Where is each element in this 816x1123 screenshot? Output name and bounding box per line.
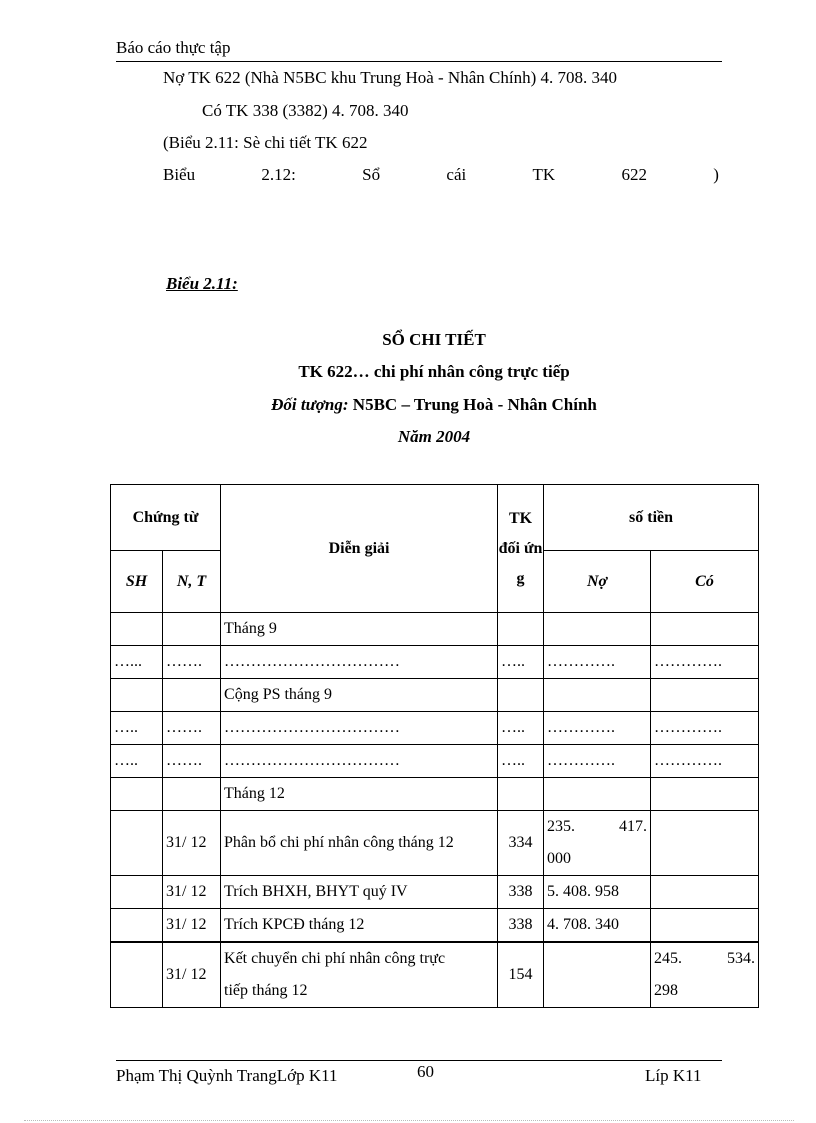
cell-tk: ….. bbox=[498, 646, 544, 679]
cell-no bbox=[544, 679, 651, 712]
cell-sh bbox=[111, 909, 163, 943]
ledger-object bbox=[110, 395, 758, 415]
cell-nt: 31/ 12 bbox=[163, 942, 221, 1008]
header-divider bbox=[116, 61, 722, 62]
amount-tail: 298 bbox=[654, 982, 679, 999]
header-nt: N, T bbox=[163, 551, 221, 613]
cell-no bbox=[544, 942, 651, 1008]
header-co: Có bbox=[651, 551, 759, 613]
table-row bbox=[111, 909, 759, 943]
cell-tk: ….. bbox=[498, 745, 544, 778]
page-number: 60 bbox=[417, 1062, 434, 1081]
cell-sh bbox=[111, 778, 163, 811]
cell-co bbox=[651, 811, 759, 876]
cell-co bbox=[651, 942, 759, 1008]
cell-no: …………. bbox=[544, 745, 651, 778]
entry-line-credit: Có TK 338 (3382) 4. 708. 340 bbox=[202, 101, 409, 120]
ref-word: ) bbox=[713, 165, 719, 184]
desc-line-2: tiếp tháng 12 bbox=[224, 982, 308, 999]
table-row bbox=[111, 679, 759, 712]
cell-co bbox=[651, 613, 759, 646]
header-dien-giai: Diễn giải bbox=[221, 485, 498, 613]
cell-desc: Trích KPCĐ tháng 12 bbox=[221, 909, 498, 943]
table-row bbox=[111, 942, 759, 1008]
ref-word: Biểu bbox=[163, 165, 196, 184]
cell-no bbox=[544, 778, 651, 811]
table-row bbox=[111, 745, 759, 778]
ref-word: 2.12: bbox=[261, 165, 296, 184]
cell-sh: ….. bbox=[111, 712, 163, 745]
cell-sh bbox=[111, 876, 163, 909]
header-tk-doi-ung: TK đối ứn g bbox=[498, 485, 544, 613]
ledger-year: Năm 2004 bbox=[397, 427, 471, 446]
cell-no: 5. 408. 958 bbox=[544, 876, 651, 909]
object-label: Đối tượng: bbox=[271, 395, 349, 414]
cell-sh bbox=[111, 942, 163, 1008]
table-row bbox=[111, 778, 759, 811]
cell-nt bbox=[163, 613, 221, 646]
cell-tk bbox=[498, 613, 544, 646]
cell-desc bbox=[221, 942, 498, 1008]
table-row bbox=[111, 646, 759, 679]
footer-author: Phạm Thị Quỳnh TrangLớp K11 bbox=[116, 1066, 338, 1085]
footer-class: Líp K11 bbox=[645, 1066, 702, 1085]
cell-nt: ……. bbox=[163, 745, 221, 778]
ref-word: 622 bbox=[621, 165, 647, 184]
cell-sh bbox=[111, 613, 163, 646]
cell-sh: ….. bbox=[111, 745, 163, 778]
cell-co: …………. bbox=[651, 745, 759, 778]
cell-nt: ……. bbox=[163, 646, 221, 679]
header-sh: SH bbox=[111, 551, 163, 613]
object-value: N5BC – Trung Hoà - Nhân Chính bbox=[348, 395, 597, 414]
table-row bbox=[111, 712, 759, 745]
amount-part: 417. bbox=[619, 818, 648, 835]
table-row bbox=[111, 613, 759, 646]
desc-line-1: Kết chuyển chi phí nhân công trực bbox=[224, 950, 446, 967]
ledger-table bbox=[110, 484, 759, 1008]
cell-nt bbox=[163, 778, 221, 811]
cell-co bbox=[651, 876, 759, 909]
cell-desc: Tháng 9 bbox=[221, 613, 498, 646]
footer-divider bbox=[116, 1060, 722, 1061]
cell-desc: Trích BHXH, BHYT quý IV bbox=[221, 876, 498, 909]
amount-part: 235. bbox=[547, 818, 576, 835]
ref-word: TK bbox=[532, 165, 556, 184]
cell-tk bbox=[498, 778, 544, 811]
cell-desc: Cộng PS tháng 9 bbox=[221, 679, 498, 712]
table-row bbox=[111, 876, 759, 909]
ledger-subtitle: TK 622… chi phí nhân công trực tiếp bbox=[298, 362, 570, 381]
cell-tk: 334 bbox=[498, 811, 544, 876]
cell-co bbox=[651, 909, 759, 943]
amount-part: 534. bbox=[727, 950, 756, 967]
cell-nt bbox=[163, 679, 221, 712]
amount-tail: 000 bbox=[547, 850, 572, 867]
cell-tk: ….. bbox=[498, 712, 544, 745]
cell-desc: …………………………… bbox=[221, 646, 498, 679]
cell-nt: 31/ 12 bbox=[163, 811, 221, 876]
cell-tk bbox=[498, 679, 544, 712]
entry-line-debit: Nợ TK 622 (Nhà N5BC khu Trung Hoà - Nhân Chính) 4. 708. 340 bbox=[163, 68, 617, 87]
cell-sh: …... bbox=[111, 646, 163, 679]
cell-no bbox=[544, 613, 651, 646]
ref-word: Sổ bbox=[362, 165, 381, 184]
cell-nt: 31/ 12 bbox=[163, 876, 221, 909]
page-header: Báo cáo thực tập bbox=[116, 38, 231, 57]
cell-desc: Tháng 12 bbox=[221, 778, 498, 811]
page-bottom-border bbox=[24, 1120, 794, 1121]
cell-co bbox=[651, 679, 759, 712]
cell-no: …………. bbox=[544, 712, 651, 745]
cell-desc: …………………………… bbox=[221, 712, 498, 745]
cell-sh bbox=[111, 679, 163, 712]
ledger-title: SỔ CHI TIẾT bbox=[382, 330, 486, 349]
table-row bbox=[111, 811, 759, 876]
cell-no: …………. bbox=[544, 646, 651, 679]
cell-co bbox=[651, 778, 759, 811]
cell-tk: 338 bbox=[498, 909, 544, 943]
header-no: Nợ bbox=[544, 551, 651, 613]
cell-tk: 338 bbox=[498, 876, 544, 909]
ref-word: cái bbox=[446, 165, 467, 184]
amount-part: 245. bbox=[654, 950, 683, 967]
cell-nt: ……. bbox=[163, 712, 221, 745]
header-chung-tu: Chứng từ bbox=[111, 485, 221, 551]
cell-no: 4. 708. 340 bbox=[544, 909, 651, 943]
header-so-tien: số tiền bbox=[544, 485, 759, 551]
cell-desc: Phân bổ chi phí nhân công tháng 12 bbox=[221, 811, 498, 876]
reference-line-2-11: (Biểu 2.11: Sè chi tiết TK 622 bbox=[163, 133, 368, 152]
cell-no bbox=[544, 811, 651, 876]
cell-tk: 154 bbox=[498, 942, 544, 1008]
cell-desc: …………………………… bbox=[221, 745, 498, 778]
cell-nt: 31/ 12 bbox=[163, 909, 221, 943]
cell-sh bbox=[111, 811, 163, 876]
cell-co: …………. bbox=[651, 646, 759, 679]
cell-co: …………. bbox=[651, 712, 759, 745]
section-label: Biểu 2.11: bbox=[166, 274, 238, 293]
reference-line-2-12 bbox=[163, 165, 719, 185]
